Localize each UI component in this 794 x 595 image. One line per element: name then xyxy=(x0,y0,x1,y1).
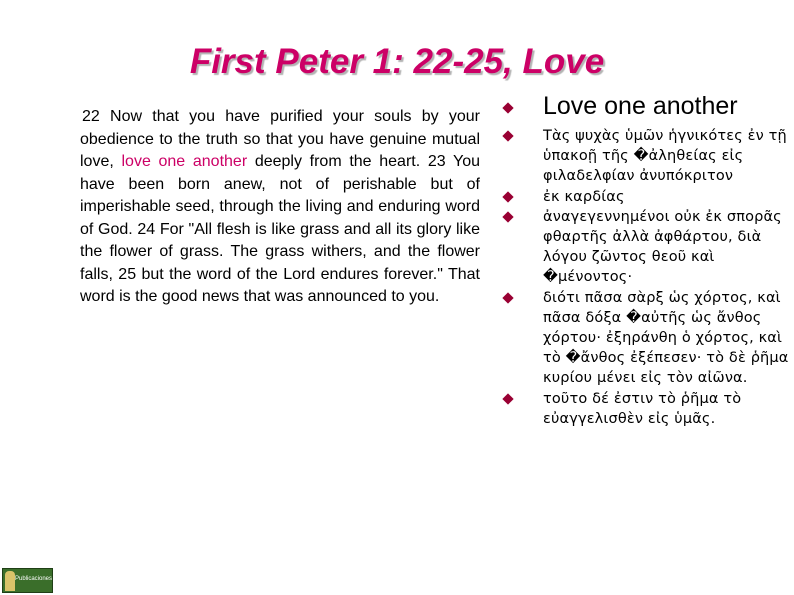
greek-bullet-text: ἀναγεγεννημένοι οὐκ ἐκ σπορᾶς φθαρτῆς ἀλλὰ ἀφθάρτου, διὰ λόγου ζῶντος θεοῦ καὶ �μένοντος· xyxy=(543,208,782,286)
logo-icon xyxy=(5,571,15,591)
bullet-heading-text: Love one another xyxy=(543,92,738,120)
bullet-heading xyxy=(500,92,790,121)
greek-bullet-item xyxy=(500,126,790,187)
slide-title: First Peter 1: 22-25, Love xyxy=(189,42,605,81)
diamond-bullet-icon xyxy=(502,292,513,303)
greek-bullet-text: διότι πᾶσα σὰρξ ὡς χόρτος, καὶ πᾶσα δόξα �αὐτῆς ὡς ἄνθος χόρτου· ἐξηράνθη ὁ χόρτος, καὶ τὸ �ἄνθος ἐξέπεσεν· τὸ δὲ ῥῆμα κυρίου μένει εἰς τὸν αἰῶνα. xyxy=(543,289,789,387)
diamond-bullet-icon xyxy=(502,393,513,404)
diamond-bullet-icon xyxy=(502,191,513,202)
passage-highlight: love one another xyxy=(121,153,248,170)
passage-text-part-2: deeply from the heart. 23 You have been born anew, not of perishable but of imperishable seed, through the living and enduring word of God. 24 For "All flesh is like grass and all its glory like the flower of grass. The grass withers, and the flower falls, 25 but the word of the Lord endures forever." That word is the good news that was announced to you. xyxy=(80,153,481,305)
greek-bullet-text: τοῦτο δέ ἐστιν τὸ ῥῆμα τὸ εὐαγγελισθὲν εἰς ὑμᾶς. xyxy=(543,390,742,427)
publisher-logo xyxy=(2,568,53,593)
diamond-bullet-icon xyxy=(502,102,513,113)
greek-bullet-text: Τὰς ψυχὰς ὑμῶν ἡγνικότες ἐν τῇ ὑπακοῇ τῆς �ἀληθείας εἰς φιλαδελφίαν ἀνυπόκριτον xyxy=(543,128,787,185)
greek-bullet-item xyxy=(500,288,790,389)
greek-bullet-item xyxy=(500,207,790,288)
greek-bullet-item xyxy=(500,187,790,207)
passage-text-part-1: 22 Now that you have purified your souls by your obedience to the truth so that you have genuine mutual love, xyxy=(80,108,480,170)
greek-bullet-list xyxy=(500,92,790,429)
passage-text-english xyxy=(80,106,480,309)
logo-text: Publicaciones xyxy=(15,576,53,582)
greek-bullet-text: ἐκ καρδίας xyxy=(543,188,625,205)
diamond-bullet-icon xyxy=(502,130,513,141)
diamond-bullet-icon xyxy=(502,211,513,222)
greek-bullet-item xyxy=(500,389,790,429)
